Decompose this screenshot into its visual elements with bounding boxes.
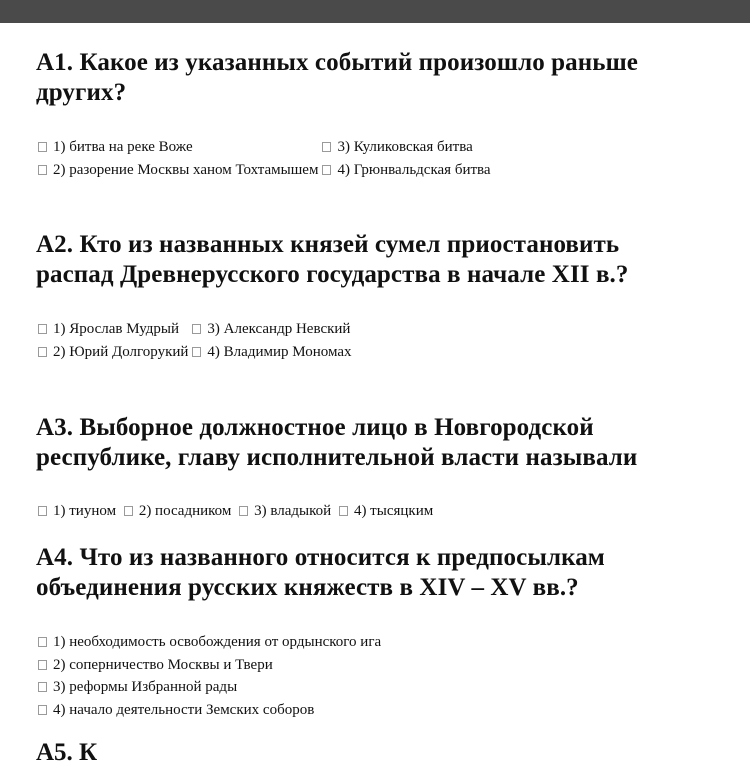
option-label: 1) Ярослав Мудрый [53, 321, 180, 337]
checkbox-icon[interactable] [38, 165, 47, 175]
question-a4-option-3[interactable] [38, 676, 381, 699]
question-a3-option-1[interactable] [38, 500, 116, 523]
checkbox-icon[interactable] [322, 142, 331, 152]
option-label: 4) тысяцким [353, 503, 434, 519]
option-label: 2) Юрий Долгорукий [53, 343, 189, 360]
checkbox-icon[interactable] [192, 324, 201, 334]
question-a2-option-4[interactable] [192, 341, 351, 364]
option-label: 4) Владимир Мономах [207, 343, 352, 360]
question-a4-option-1[interactable] [38, 631, 381, 654]
question-a3-title [36, 413, 726, 473]
option-label: 3) реформы Избранной рады [53, 679, 238, 695]
top-bar [0, 0, 750, 23]
checkbox-icon[interactable] [38, 142, 47, 152]
checkbox-icon[interactable] [339, 506, 348, 516]
question-a4-option-2[interactable] [38, 654, 381, 677]
question-a1-title-line2: других? [36, 79, 127, 106]
option-label: 4) начало деятельности Земских соборов [53, 701, 315, 718]
question-a3-options [38, 500, 437, 523]
question-a4-title-line1: А4. Что из названного относится к предпосылкам [36, 544, 605, 571]
option-label: 1) тиуном [53, 503, 117, 519]
question-a1-option-1[interactable] [38, 136, 318, 159]
checkbox-icon[interactable] [239, 506, 248, 516]
question-a2-option-3[interactable] [192, 318, 351, 341]
checkbox-icon[interactable] [38, 660, 47, 670]
question-a4-option-4[interactable] [38, 699, 381, 722]
checkbox-icon[interactable] [192, 347, 201, 357]
question-a2-options [38, 318, 352, 363]
question-a4-options [38, 631, 381, 721]
checkbox-icon[interactable] [38, 324, 47, 334]
checkbox-icon[interactable] [38, 637, 47, 647]
option-label: 4) Грюнвальдская битва [337, 161, 491, 178]
checkbox-icon[interactable] [38, 705, 47, 715]
question-a1-options [38, 136, 491, 181]
option-label: 2) посадником [138, 503, 232, 519]
option-label: 2) разорение Москвы ханом Тохтамышем [53, 161, 319, 178]
option-label: 3) владыкой [254, 503, 332, 519]
question-a3-option-4[interactable] [339, 500, 433, 523]
question-a1-title-line1: А1. Какое из указанных событий произошло раньше [36, 49, 639, 76]
question-a2-title-line1: А2. Кто из названных князей сумел приостановить [36, 231, 620, 258]
question-a3-option-3[interactable] [239, 500, 331, 523]
checkbox-icon[interactable] [38, 682, 47, 692]
question-a3-title-line2: республике, главу исполнительной власти называли [36, 444, 638, 471]
question-a2-title-line2: распад Древнерусского государства в начале XII в.? [36, 261, 629, 288]
option-label: 1) битва на реке Воже [53, 139, 193, 155]
checkbox-icon[interactable] [322, 165, 331, 175]
question-a1-title [36, 48, 726, 108]
question-a1-option-3[interactable] [322, 136, 490, 159]
option-label: 3) Александр Невский [207, 321, 351, 337]
checkbox-icon[interactable] [38, 506, 47, 516]
question-a3-option-2[interactable] [124, 500, 232, 523]
checkbox-icon[interactable] [124, 506, 133, 516]
option-label: 1) необходимость освобождения от ордынского ига [53, 634, 382, 650]
question-a1-option-2[interactable] [38, 159, 318, 182]
checkbox-icon[interactable] [38, 347, 47, 357]
question-a3-title-line1: А3. Выборное должностное лицо в Новгородской [36, 414, 594, 441]
question-a2-title [36, 230, 726, 290]
option-label: 3) Куликовская битва [337, 139, 473, 155]
question-a4-title-line2: объединения русских княжеств в XIV – XV вв.? [36, 574, 579, 601]
question-a4-title [36, 543, 726, 603]
question-a5-title-partial: А5. К [36, 739, 98, 766]
question-a2-option-1[interactable] [38, 318, 188, 341]
question-a2-option-2[interactable] [38, 341, 188, 364]
question-a1-option-4[interactable] [322, 159, 490, 182]
option-label: 2) соперничество Москвы и Твери [53, 656, 273, 673]
